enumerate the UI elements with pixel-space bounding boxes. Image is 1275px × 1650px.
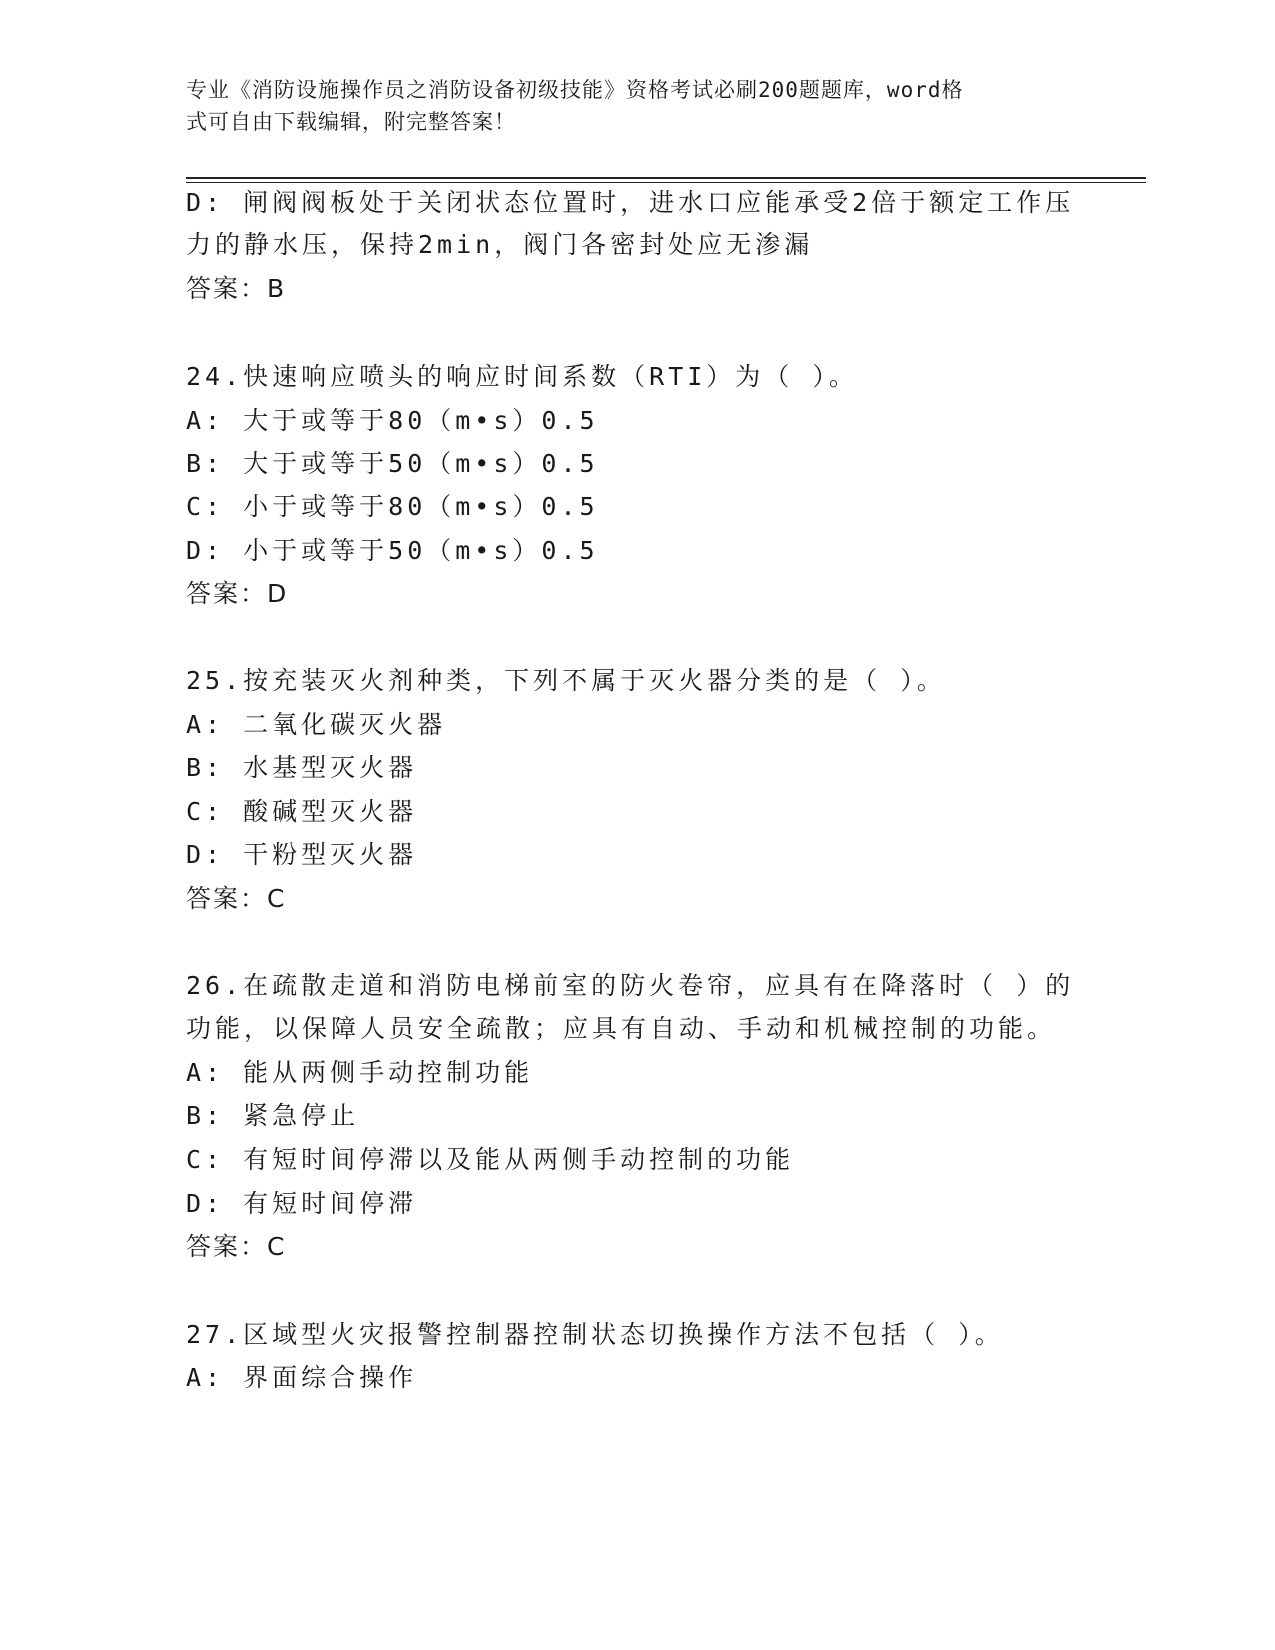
question-24-option-d: D: 小于或等于50（m•s）0.5 [186, 536, 599, 565]
question-26-option-d: D: 有短时间停滞 [186, 1189, 418, 1218]
option-d-line-2: 力的静水压，保持2min，阀门各密封处应无渗漏 [186, 230, 814, 259]
question-25-option-a: A: 二氧化碳灭火器 [186, 710, 447, 739]
header-divider-thin [186, 182, 1146, 183]
question-26-option-b: B: 紧急停止 [186, 1101, 360, 1130]
question-27-option-a: A: 界面综合操作 [186, 1363, 418, 1392]
document-header [186, 74, 1066, 138]
question-25-option-b: B: 水基型灭火器 [186, 753, 418, 782]
question-24-answer: 答案：D [186, 579, 289, 608]
question-26-stem-line-2: 功能，以保障人员安全疏散；应具有自动、手动和机械控制的功能。 [186, 1014, 1057, 1043]
question-26-answer: 答案：C [186, 1232, 287, 1261]
header-divider-thick [186, 177, 1146, 179]
header-line-2: 式可自由下载编辑，附完整答案！ [186, 110, 516, 134]
question-24-option-a: A: 大于或等于80（m•s）0.5 [186, 406, 599, 435]
header-line-1: 专业《消防设施操作员之消防设备初级技能》资格考试必刷200题题库，word格 [186, 78, 964, 102]
question-25-option-c: C: 酸碱型灭火器 [186, 797, 418, 826]
question-24-option-b: B: 大于或等于50（m•s）0.5 [186, 449, 599, 478]
question-25-option-d: D: 干粉型灭火器 [186, 840, 418, 869]
option-d-line-1: D: 闸阀阀板处于关闭状态位置时，进水口应能承受2倍于额定工作压 [186, 188, 1075, 217]
question-26-option-a: A: 能从两侧手动控制功能 [186, 1058, 534, 1087]
question-24-stem: 24.快速响应喷头的响应时间系数（RTI）为（ ）。 [186, 362, 858, 391]
question-26-stem-line-1: 26.在疏散走道和消防电梯前室的防火卷帘，应具有在降落时（ ）的 [186, 971, 1075, 1000]
question-24-option-c: C: 小于或等于80（m•s）0.5 [186, 492, 599, 521]
answer-label: 答案：B [186, 274, 287, 303]
question-27-stem: 27.区域型火灾报警控制器控制状态切换操作方法不包括（ ）。 [186, 1320, 1004, 1349]
question-25-answer: 答案：C [186, 884, 287, 913]
question-26-option-c: C: 有短时间停滞以及能从两侧手动控制的功能 [186, 1145, 795, 1174]
question-25-stem: 25.按充装灭火剂种类，下列不属于灭火器分类的是（ ）。 [186, 666, 946, 695]
